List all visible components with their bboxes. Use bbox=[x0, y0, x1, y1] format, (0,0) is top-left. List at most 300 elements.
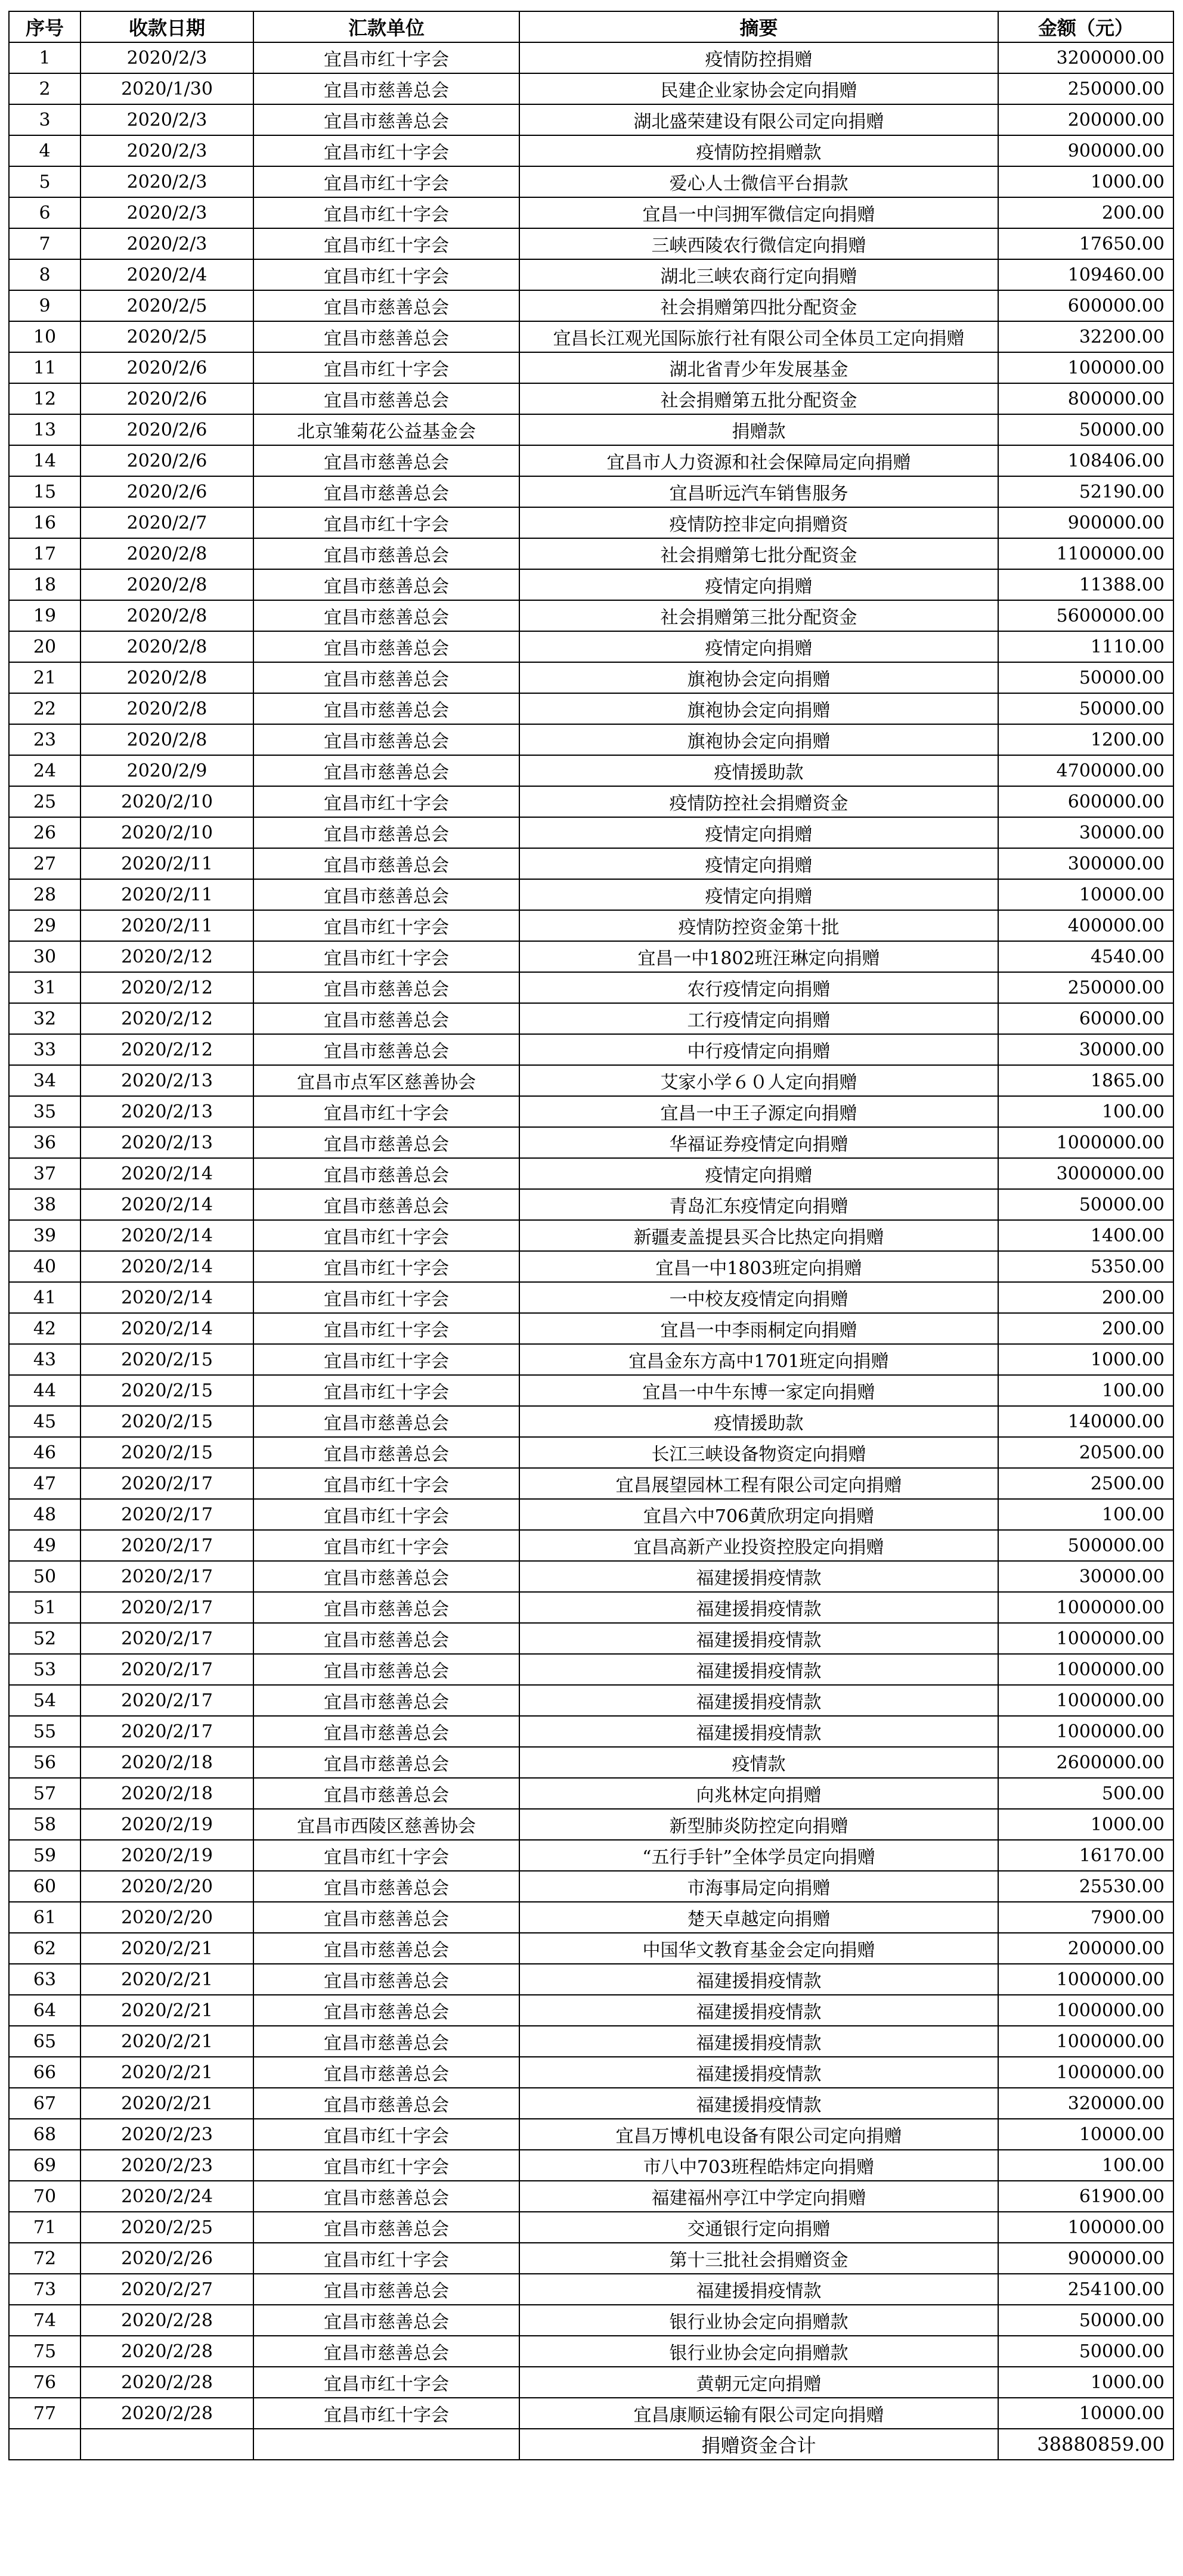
date-cell: 2020/2/17 bbox=[80, 1530, 253, 1561]
date-cell: 2020/2/15 bbox=[80, 1344, 253, 1375]
date-cell: 2020/2/21 bbox=[80, 2088, 253, 2119]
seq-cell: 77 bbox=[9, 2398, 80, 2429]
summary-cell: 社会捐赠第四批分配资金 bbox=[519, 290, 998, 321]
table-row bbox=[9, 600, 1173, 631]
seq-cell: 20 bbox=[9, 631, 80, 662]
table-row bbox=[9, 445, 1173, 476]
amount-cell: 140000.00 bbox=[998, 1406, 1173, 1437]
remitter-cell: 宜昌市慈善总会 bbox=[253, 538, 519, 569]
table-row bbox=[9, 476, 1173, 507]
remitter-cell: 宜昌市慈善总会 bbox=[253, 290, 519, 321]
date-cell: 2020/2/20 bbox=[80, 1902, 253, 1933]
table-row bbox=[9, 1716, 1173, 1747]
date-cell: 2020/2/17 bbox=[80, 1623, 253, 1654]
table-row bbox=[9, 817, 1173, 848]
seq-cell: 42 bbox=[9, 1313, 80, 1344]
summary-cell: 疫情定向捐赠 bbox=[519, 631, 998, 662]
remitter-cell: 宜昌市红十字会 bbox=[253, 1530, 519, 1561]
remitter-cell: 宜昌市红十字会 bbox=[253, 259, 519, 290]
remitter-cell: 宜昌市慈善总会 bbox=[253, 1778, 519, 1809]
summary-cell: 旗袍协会定向捐赠 bbox=[519, 724, 998, 755]
remitter-cell: 宜昌市慈善总会 bbox=[253, 1158, 519, 1189]
table-row bbox=[9, 2336, 1173, 2367]
date-cell: 2020/2/17 bbox=[80, 1685, 253, 1716]
remitter-cell: 宜昌市红十字会 bbox=[253, 1840, 519, 1871]
date-cell: 2020/2/21 bbox=[80, 2026, 253, 2057]
table-row bbox=[9, 631, 1173, 662]
table-row bbox=[9, 1964, 1173, 1995]
summary-cell: 福建援捐疫情款 bbox=[519, 2057, 998, 2088]
table-row bbox=[9, 693, 1173, 724]
remitter-cell: 宜昌市慈善总会 bbox=[253, 1995, 519, 2026]
summary-cell: 福建援捐疫情款 bbox=[519, 1995, 998, 2026]
table-row bbox=[9, 1530, 1173, 1561]
seq-cell: 10 bbox=[9, 321, 80, 352]
table-row bbox=[9, 352, 1173, 383]
table-row bbox=[9, 1065, 1173, 1096]
date-cell: 2020/2/6 bbox=[80, 414, 253, 445]
seq-cell: 61 bbox=[9, 1902, 80, 1933]
table-row bbox=[9, 2243, 1173, 2274]
date-cell: 2020/2/14 bbox=[80, 1282, 253, 1313]
amount-cell: 30000.00 bbox=[998, 1034, 1173, 1065]
date-cell: 2020/2/8 bbox=[80, 662, 253, 693]
table-row bbox=[9, 1933, 1173, 1964]
amount-cell: 1000000.00 bbox=[998, 1623, 1173, 1654]
amount-cell: 2500.00 bbox=[998, 1468, 1173, 1499]
amount-cell: 4540.00 bbox=[998, 941, 1173, 972]
date-cell: 2020/2/23 bbox=[80, 2150, 253, 2181]
table-row bbox=[9, 2057, 1173, 2088]
summary-cell: 福建援捐疫情款 bbox=[519, 1592, 998, 1623]
amount-cell: 900000.00 bbox=[998, 135, 1173, 166]
amount-cell: 3000000.00 bbox=[998, 1158, 1173, 1189]
date-cell: 2020/2/21 bbox=[80, 1995, 253, 2026]
table-row bbox=[9, 1313, 1173, 1344]
remitter-cell: 宜昌市慈善总会 bbox=[253, 693, 519, 724]
summary-cell: 华福证券疫情定向捐赠 bbox=[519, 1127, 998, 1158]
date-cell: 2020/2/3 bbox=[80, 166, 253, 197]
donation-ledger bbox=[8, 11, 1174, 2460]
table-row bbox=[9, 1251, 1173, 1282]
amount-cell: 2600000.00 bbox=[998, 1747, 1173, 1778]
date-cell: 2020/2/4 bbox=[80, 259, 253, 290]
summary-cell: 旗袍协会定向捐赠 bbox=[519, 662, 998, 693]
summary-cell: 福建援捐疫情款 bbox=[519, 2088, 998, 2119]
amount-cell: 50000.00 bbox=[998, 1189, 1173, 1220]
seq-cell: 3 bbox=[9, 104, 80, 135]
date-cell: 2020/2/17 bbox=[80, 1499, 253, 1530]
table-row bbox=[9, 197, 1173, 228]
table-row bbox=[9, 1437, 1173, 1468]
summary-cell: 宜昌一中闫拥军微信定向捐赠 bbox=[519, 197, 998, 228]
remitter-cell: 宜昌市慈善总会 bbox=[253, 1127, 519, 1158]
amount-cell: 11388.00 bbox=[998, 569, 1173, 600]
date-cell: 2020/2/12 bbox=[80, 941, 253, 972]
date-cell: 2020/2/15 bbox=[80, 1437, 253, 1468]
seq-cell: 47 bbox=[9, 1468, 80, 1499]
summary-cell: 宜昌市人力资源和社会保障局定向捐赠 bbox=[519, 445, 998, 476]
table-row bbox=[9, 166, 1173, 197]
seq-cell: 16 bbox=[9, 507, 80, 538]
summary-cell: 宜昌一中李雨桐定向捐赠 bbox=[519, 1313, 998, 1344]
header-row bbox=[9, 11, 1173, 42]
date-cell: 2020/2/14 bbox=[80, 1189, 253, 1220]
remitter-cell: 宜昌市红十字会 bbox=[253, 786, 519, 817]
seq-cell: 53 bbox=[9, 1654, 80, 1685]
amount-cell: 109460.00 bbox=[998, 259, 1173, 290]
date-cell: 2020/2/28 bbox=[80, 2367, 253, 2398]
amount-cell: 100000.00 bbox=[998, 2212, 1173, 2243]
date-cell: 2020/2/10 bbox=[80, 786, 253, 817]
remitter-cell: 宜昌市慈善总会 bbox=[253, 73, 519, 104]
date-cell: 2020/2/11 bbox=[80, 910, 253, 941]
table-row bbox=[9, 1096, 1173, 1127]
summary-cell: 福建援捐疫情款 bbox=[519, 1964, 998, 1995]
amount-cell: 50000.00 bbox=[998, 662, 1173, 693]
date-cell: 2020/2/8 bbox=[80, 693, 253, 724]
amount-cell: 250000.00 bbox=[998, 73, 1173, 104]
amount-cell: 100000.00 bbox=[998, 352, 1173, 383]
remitter-cell: 宜昌市慈善总会 bbox=[253, 1747, 519, 1778]
table-row bbox=[9, 848, 1173, 879]
amount-cell: 16170.00 bbox=[998, 1840, 1173, 1871]
date-cell: 2020/2/14 bbox=[80, 1313, 253, 1344]
seq-cell: 29 bbox=[9, 910, 80, 941]
total-label: 捐赠资金合计 bbox=[519, 2429, 998, 2460]
remitter-cell: 宜昌市红十字会 bbox=[253, 507, 519, 538]
amount-cell: 100.00 bbox=[998, 1375, 1173, 1406]
table-row bbox=[9, 1189, 1173, 1220]
summary-cell: 福建援捐疫情款 bbox=[519, 2026, 998, 2057]
summary-cell: 社会捐赠第三批分配资金 bbox=[519, 600, 998, 631]
amount-cell: 900000.00 bbox=[998, 507, 1173, 538]
summary-cell: 民建企业家协会定向捐赠 bbox=[519, 73, 998, 104]
amount-cell: 500.00 bbox=[998, 1778, 1173, 1809]
date-cell: 2020/2/6 bbox=[80, 383, 253, 414]
summary-cell: 宜昌一中1803班定向捐赠 bbox=[519, 1251, 998, 1282]
date-cell: 2020/2/6 bbox=[80, 445, 253, 476]
seq-cell: 17 bbox=[9, 538, 80, 569]
summary-cell: 中国华文教育基金会定向捐赠 bbox=[519, 1933, 998, 1964]
summary-cell: 福建福州亭江中学定向捐赠 bbox=[519, 2181, 998, 2212]
seq-cell: 15 bbox=[9, 476, 80, 507]
date-cell: 2020/2/24 bbox=[80, 2181, 253, 2212]
remitter-cell: 宜昌市慈善总会 bbox=[253, 321, 519, 352]
amount-cell: 1000.00 bbox=[998, 166, 1173, 197]
date-cell: 2020/2/19 bbox=[80, 1809, 253, 1840]
table-row bbox=[9, 972, 1173, 1003]
table-row bbox=[9, 538, 1173, 569]
seq-cell: 37 bbox=[9, 1158, 80, 1189]
amount-cell: 200000.00 bbox=[998, 1933, 1173, 1964]
remitter-cell: 宜昌市慈善总会 bbox=[253, 662, 519, 693]
seq-cell: 76 bbox=[9, 2367, 80, 2398]
date-cell: 2020/2/28 bbox=[80, 2305, 253, 2336]
seq-cell: 34 bbox=[9, 1065, 80, 1096]
remitter-cell: 宜昌市红十字会 bbox=[253, 1313, 519, 1344]
summary-cell: 疫情定向捐赠 bbox=[519, 1158, 998, 1189]
amount-cell: 600000.00 bbox=[998, 290, 1173, 321]
remitter-cell: 宜昌市红十字会 bbox=[253, 2243, 519, 2274]
remitter-cell: 宜昌市慈善总会 bbox=[253, 2274, 519, 2305]
remitter-cell: 宜昌市慈善总会 bbox=[253, 1654, 519, 1685]
date-cell: 2020/2/17 bbox=[80, 1654, 253, 1685]
remitter-cell: 宜昌市红十字会 bbox=[253, 910, 519, 941]
date-cell: 2020/2/21 bbox=[80, 2057, 253, 2088]
amount-cell: 1000000.00 bbox=[998, 1716, 1173, 1747]
amount-cell: 1000000.00 bbox=[998, 2057, 1173, 2088]
seq-cell: 62 bbox=[9, 1933, 80, 1964]
remitter-cell: 宜昌市慈善总会 bbox=[253, 445, 519, 476]
remitter-cell: 宜昌市慈善总会 bbox=[253, 2181, 519, 2212]
date-cell: 2020/2/3 bbox=[80, 197, 253, 228]
table-row bbox=[9, 42, 1173, 73]
summary-cell: 爱心人士微信平台捐款 bbox=[519, 166, 998, 197]
remitter-cell: 宜昌市红十字会 bbox=[253, 1499, 519, 1530]
date-cell: 2020/2/21 bbox=[80, 1933, 253, 1964]
remitter-cell: 宜昌市红十字会 bbox=[253, 42, 519, 73]
remitter-cell: 宜昌市慈善总会 bbox=[253, 817, 519, 848]
remitter-cell: 宜昌市慈善总会 bbox=[253, 972, 519, 1003]
seq-cell: 40 bbox=[9, 1251, 80, 1282]
date-cell: 2020/2/15 bbox=[80, 1406, 253, 1437]
table-row bbox=[9, 941, 1173, 972]
seq-cell: 41 bbox=[9, 1282, 80, 1313]
remitter-cell: 宜昌市慈善总会 bbox=[253, 1437, 519, 1468]
summary-cell: 三峡西陵农行微信定向捐赠 bbox=[519, 228, 998, 259]
summary-cell: 疫情定向捐赠 bbox=[519, 848, 998, 879]
remitter-cell: 宜昌市慈善总会 bbox=[253, 1561, 519, 1592]
table-row bbox=[9, 1220, 1173, 1251]
table-row bbox=[9, 321, 1173, 352]
header-summary: 摘要 bbox=[519, 11, 998, 42]
summary-cell: 长江三峡设备物资定向捐赠 bbox=[519, 1437, 998, 1468]
seq-cell: 65 bbox=[9, 2026, 80, 2057]
date-cell: 2020/2/11 bbox=[80, 848, 253, 879]
table-row bbox=[9, 1592, 1173, 1623]
date-cell: 2020/2/6 bbox=[80, 352, 253, 383]
seq-cell: 52 bbox=[9, 1623, 80, 1654]
date-cell: 2020/2/17 bbox=[80, 1468, 253, 1499]
table-row bbox=[9, 1778, 1173, 1809]
seq-cell: 55 bbox=[9, 1716, 80, 1747]
summary-cell: 市八中703班程皓炜定向捐赠 bbox=[519, 2150, 998, 2181]
summary-cell: 宜昌一中王子源定向捐赠 bbox=[519, 1096, 998, 1127]
header-date: 收款日期 bbox=[80, 11, 253, 42]
seq-cell: 33 bbox=[9, 1034, 80, 1065]
summary-cell: 湖北三峡农商行定向捐赠 bbox=[519, 259, 998, 290]
date-cell: 2020/2/17 bbox=[80, 1716, 253, 1747]
amount-cell: 1000000.00 bbox=[998, 1592, 1173, 1623]
seq-cell: 30 bbox=[9, 941, 80, 972]
amount-cell: 200.00 bbox=[998, 197, 1173, 228]
table-row bbox=[9, 104, 1173, 135]
date-cell: 2020/2/15 bbox=[80, 1375, 253, 1406]
table-row bbox=[9, 2212, 1173, 2243]
remitter-cell: 宜昌市点军区慈善协会 bbox=[253, 1065, 519, 1096]
remitter-cell: 宜昌市慈善总会 bbox=[253, 600, 519, 631]
summary-cell: 社会捐赠第七批分配资金 bbox=[519, 538, 998, 569]
seq-cell: 46 bbox=[9, 1437, 80, 1468]
table-row bbox=[9, 1995, 1173, 2026]
summary-cell: 疫情援助款 bbox=[519, 1406, 998, 1437]
remitter-cell: 宜昌市红十字会 bbox=[253, 352, 519, 383]
date-cell: 2020/2/5 bbox=[80, 321, 253, 352]
seq-cell: 2 bbox=[9, 73, 80, 104]
summary-cell: 宜昌高新产业投资控股定向捐赠 bbox=[519, 1530, 998, 1561]
seq-cell: 44 bbox=[9, 1375, 80, 1406]
amount-cell: 200.00 bbox=[998, 1313, 1173, 1344]
remitter-cell: 宜昌市慈善总会 bbox=[253, 2212, 519, 2243]
amount-cell: 52190.00 bbox=[998, 476, 1173, 507]
amount-cell: 50000.00 bbox=[998, 693, 1173, 724]
remitter-cell: 宜昌市慈善总会 bbox=[253, 1189, 519, 1220]
amount-cell: 20500.00 bbox=[998, 1437, 1173, 1468]
seq-cell: 39 bbox=[9, 1220, 80, 1251]
summary-cell: 社会捐赠第五批分配资金 bbox=[519, 383, 998, 414]
seq-cell: 67 bbox=[9, 2088, 80, 2119]
amount-cell: 4700000.00 bbox=[998, 755, 1173, 786]
summary-cell: 楚天卓越定向捐赠 bbox=[519, 1902, 998, 1933]
summary-cell: 新疆麦盖提县买合比热定向捐赠 bbox=[519, 1220, 998, 1251]
seq-cell: 54 bbox=[9, 1685, 80, 1716]
seq-cell: 36 bbox=[9, 1127, 80, 1158]
seq-cell: 1 bbox=[9, 42, 80, 73]
amount-cell: 1000000.00 bbox=[998, 2026, 1173, 2057]
date-cell: 2020/2/8 bbox=[80, 538, 253, 569]
remitter-cell: 宜昌市慈善总会 bbox=[253, 1964, 519, 1995]
summary-cell: 福建援捐疫情款 bbox=[519, 1685, 998, 1716]
table-row bbox=[9, 786, 1173, 817]
remitter-cell: 宜昌市慈善总会 bbox=[253, 1406, 519, 1437]
date-cell: 2020/2/8 bbox=[80, 724, 253, 755]
date-cell: 2020/2/18 bbox=[80, 1747, 253, 1778]
date-cell: 2020/2/13 bbox=[80, 1065, 253, 1096]
amount-cell: 100.00 bbox=[998, 1499, 1173, 1530]
remitter-cell: 宜昌市红十字会 bbox=[253, 135, 519, 166]
date-cell: 2020/2/14 bbox=[80, 1251, 253, 1282]
amount-cell: 200.00 bbox=[998, 1282, 1173, 1313]
date-cell: 2020/2/3 bbox=[80, 42, 253, 73]
summary-cell: 宜昌六中706黄欣玥定向捐赠 bbox=[519, 1499, 998, 1530]
date-cell: 2020/2/19 bbox=[80, 1840, 253, 1871]
remitter-cell: 宜昌市慈善总会 bbox=[253, 383, 519, 414]
summary-cell: 宜昌昕远汽车销售服务 bbox=[519, 476, 998, 507]
header-seq: 序号 bbox=[9, 11, 80, 42]
seq-cell: 38 bbox=[9, 1189, 80, 1220]
seq-cell: 27 bbox=[9, 848, 80, 879]
seq-cell: 25 bbox=[9, 786, 80, 817]
date-cell: 2020/2/6 bbox=[80, 476, 253, 507]
table-row bbox=[9, 1375, 1173, 1406]
amount-cell: 600000.00 bbox=[998, 786, 1173, 817]
seq-cell: 64 bbox=[9, 1995, 80, 2026]
seq-cell: 73 bbox=[9, 2274, 80, 2305]
remitter-cell: 宜昌市慈善总会 bbox=[253, 724, 519, 755]
summary-cell: 福建援捐疫情款 bbox=[519, 1716, 998, 1747]
remitter-cell: 宜昌市慈善总会 bbox=[253, 2026, 519, 2057]
seq-cell: 9 bbox=[9, 290, 80, 321]
seq-cell: 68 bbox=[9, 2119, 80, 2150]
amount-cell: 1000000.00 bbox=[998, 1685, 1173, 1716]
seq-cell: 13 bbox=[9, 414, 80, 445]
seq-cell: 32 bbox=[9, 1003, 80, 1034]
summary-cell: 青岛汇东疫情定向捐赠 bbox=[519, 1189, 998, 1220]
amount-cell: 30000.00 bbox=[998, 1561, 1173, 1592]
seq-cell: 23 bbox=[9, 724, 80, 755]
amount-cell: 400000.00 bbox=[998, 910, 1173, 941]
table-row bbox=[9, 1282, 1173, 1313]
table-row bbox=[9, 1871, 1173, 1902]
amount-cell: 100.00 bbox=[998, 1096, 1173, 1127]
summary-cell: 湖北省青少年发展基金 bbox=[519, 352, 998, 383]
seq-cell: 59 bbox=[9, 1840, 80, 1871]
table-row bbox=[9, 724, 1173, 755]
summary-cell: 向兆林定向捐赠 bbox=[519, 1778, 998, 1809]
seq-cell: 57 bbox=[9, 1778, 80, 1809]
date-cell: 2020/2/10 bbox=[80, 817, 253, 848]
table-row bbox=[9, 259, 1173, 290]
summary-cell: 疫情防控资金第十批 bbox=[519, 910, 998, 941]
summary-cell: 宜昌金东方高中1701班定向捐赠 bbox=[519, 1344, 998, 1375]
remitter-cell: 宜昌市慈善总会 bbox=[253, 569, 519, 600]
summary-cell: 工行疫情定向捐赠 bbox=[519, 1003, 998, 1034]
table-row bbox=[9, 2119, 1173, 2150]
summary-cell: 疫情定向捐赠 bbox=[519, 817, 998, 848]
summary-cell: 疫情定向捐赠 bbox=[519, 569, 998, 600]
table-row bbox=[9, 135, 1173, 166]
amount-cell: 800000.00 bbox=[998, 383, 1173, 414]
table-row bbox=[9, 1747, 1173, 1778]
seq-cell: 18 bbox=[9, 569, 80, 600]
table-row bbox=[9, 662, 1173, 693]
amount-cell: 250000.00 bbox=[998, 972, 1173, 1003]
summary-cell: 疫情防控非定向捐赠资 bbox=[519, 507, 998, 538]
seq-cell: 4 bbox=[9, 135, 80, 166]
table-row bbox=[9, 507, 1173, 538]
remitter-cell: 宜昌市慈善总会 bbox=[253, 1902, 519, 1933]
date-cell: 2020/2/28 bbox=[80, 2336, 253, 2367]
date-cell: 2020/2/3 bbox=[80, 228, 253, 259]
remitter-cell: 宜昌市红十字会 bbox=[253, 2398, 519, 2429]
table-row bbox=[9, 1623, 1173, 1654]
header-amount: 金额（元） bbox=[998, 11, 1173, 42]
remitter-cell: 宜昌市慈善总会 bbox=[253, 879, 519, 910]
amount-cell: 50000.00 bbox=[998, 2305, 1173, 2336]
date-cell: 2020/2/8 bbox=[80, 600, 253, 631]
amount-cell: 61900.00 bbox=[998, 2181, 1173, 2212]
date-cell: 2020/2/3 bbox=[80, 104, 253, 135]
seq-cell: 19 bbox=[9, 600, 80, 631]
amount-cell: 1400.00 bbox=[998, 1220, 1173, 1251]
remitter-cell: 宜昌市红十字会 bbox=[253, 1468, 519, 1499]
amount-cell: 7900.00 bbox=[998, 1902, 1173, 1933]
seq-cell: 12 bbox=[9, 383, 80, 414]
seq-cell: 26 bbox=[9, 817, 80, 848]
seq-cell: 7 bbox=[9, 228, 80, 259]
amount-cell: 1110.00 bbox=[998, 631, 1173, 662]
amount-cell: 17650.00 bbox=[998, 228, 1173, 259]
table-row bbox=[9, 1034, 1173, 1065]
seq-cell: 60 bbox=[9, 1871, 80, 1902]
amount-cell: 1100000.00 bbox=[998, 538, 1173, 569]
summary-cell: 宜昌万博机电设备有限公司定向捐赠 bbox=[519, 2119, 998, 2150]
amount-cell: 10000.00 bbox=[998, 879, 1173, 910]
table-row bbox=[9, 1127, 1173, 1158]
date-cell: 2020/2/14 bbox=[80, 1158, 253, 1189]
amount-cell: 1000.00 bbox=[998, 1809, 1173, 1840]
